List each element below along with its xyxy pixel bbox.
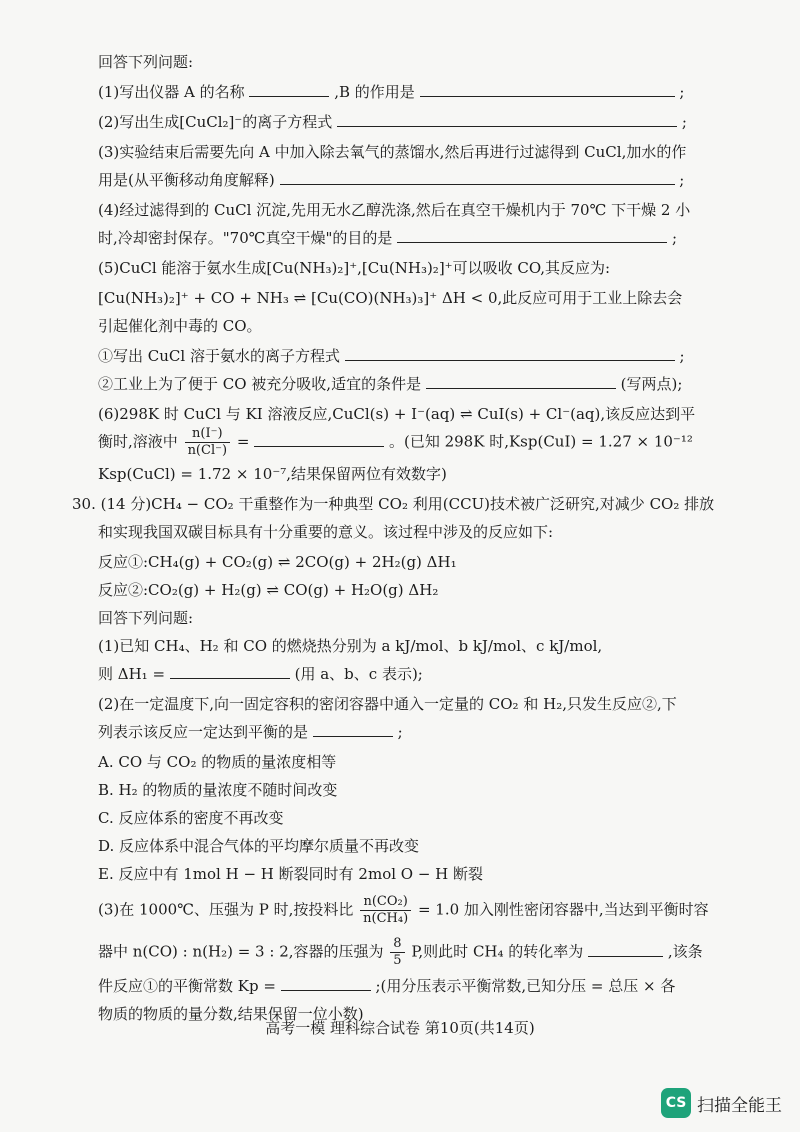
question-29-6-cont: 衡时,溶液中 $\frac{n(I^-)}{n(Cl^-)}$ = 。(已知 298K 时,Ksp(CuI) = 1.27 × 10⁻¹² bbox=[98, 426, 693, 458]
answer-blank bbox=[426, 374, 616, 389]
reaction-equation: [Cu(NH₃)₂]⁺ + CO + NH₃ ⇌ [Cu(CO)(NH₃)₃]⁺ ΔH < 0,此反应可用于工业上除去会 bbox=[98, 289, 683, 307]
question-29-1: (1)写出仪器 A 的名称 ,B 的作用是 ; bbox=[98, 83, 685, 101]
answer-blank bbox=[170, 664, 290, 679]
ksp-note: Ksp(CuCl) = 1.72 × 10⁻⁷,结果保留两位有效数字) bbox=[98, 465, 447, 483]
answer-blank bbox=[313, 722, 393, 737]
option-e: E. 反应中有 1mol H − H 断裂同时有 2mol O − H 断裂 bbox=[98, 865, 484, 883]
question-30-2-cont: 列表示该反应一定达到平衡的是 ; bbox=[98, 723, 403, 741]
question-30-3-cont: 器中 n(CO) : n(H₂) = 3 : 2,容器的压强为 $\frac{8}{5}$ P,则此时 CH₄ 的转化率为 ,该条 bbox=[98, 936, 703, 968]
question-29-3: (3)实验结束后需要先向 A 中加入除去氧气的蒸馏水,然后再进行过滤得到 CuCl,加水的作 bbox=[98, 143, 687, 161]
question-29-4: (4)经过滤得到的 CuCl 沉淀,先用无水乙醇洗涤,然后在真空干燥机内于 70℃ 下干燥 2 小 bbox=[98, 201, 691, 219]
question-29-6: (6)298K 时 CuCl 与 KI 溶液反应,CuCl(s) + I⁻(aq) ⇌ CuI(s) + Cl⁻(aq),该反应达到平 bbox=[98, 405, 696, 423]
feed-ratio-fraction: $\frac{\text{n(CO₂)}}{\text{n(CH₄)}}$ bbox=[360, 894, 411, 927]
answer-blank bbox=[281, 976, 371, 991]
question-29-2: (2)写出生成[CuCl₂]⁻的离子方程式 ; bbox=[98, 113, 687, 131]
page-footer: 高考一模 理科综合试卷 第10页(共14页) bbox=[265, 1019, 535, 1037]
reaction-2: 反应②:CO₂(g) + H₂(g) ⇌ CO(g) + H₂O(g) ΔH₂ bbox=[98, 581, 439, 599]
reaction-1: 反应①:CH₄(g) + CO₂(g) ⇌ 2CO(g) + 2H₂(g) ΔH₁ bbox=[98, 553, 457, 571]
answer-blank bbox=[397, 228, 667, 243]
camscanner-logo-icon: CS bbox=[661, 1088, 691, 1118]
option-c: C. 反应体系的密度不再改变 bbox=[98, 809, 284, 827]
question-30-1-cont: 则 ΔH₁ = (用 a、b、c 表示); bbox=[98, 665, 423, 683]
answer-intro: 回答下列问题: bbox=[98, 53, 194, 71]
reaction-note: 引起催化剂中毒的 CO。 bbox=[98, 317, 262, 335]
scanner-watermark bbox=[661, 1088, 782, 1118]
option-a: A. CO 与 CO₂ 的物质的量浓度相等 bbox=[98, 753, 337, 771]
question-30-intro: 和实现我国双碳目标具有十分重要的意义。该过程中涉及的反应如下: bbox=[98, 523, 554, 541]
answer-blank bbox=[280, 170, 675, 185]
question-30-3-note: 物质的物质的量分数,结果保留一位小数) bbox=[98, 1005, 364, 1023]
answer-blank bbox=[588, 942, 663, 957]
option-b: B. H₂ 的物质的量浓度不随时间改变 bbox=[98, 781, 338, 799]
answer-blank bbox=[345, 346, 675, 361]
answer-blank bbox=[420, 82, 675, 97]
question-30-3-kp: 件反应①的平衡常数 Kp = ;(用分压表示平衡常数,已知分压 = 总压 × 各 bbox=[98, 977, 676, 995]
question-29-5-2: ②工业上为了便于 CO 被充分吸收,适宜的条件是 (写两点); bbox=[98, 375, 683, 393]
question-29-5-1: ①写出 CuCl 溶于氨水的离子方程式 ; bbox=[98, 347, 685, 365]
answer-blank bbox=[337, 112, 677, 127]
answer-intro-30: 回答下列问题: bbox=[98, 609, 194, 627]
answer-blank bbox=[254, 432, 384, 447]
option-d: D. 反应体系中混合气体的平均摩尔质量不再改变 bbox=[98, 837, 420, 855]
question-30-2: (2)在一定温度下,向一固定容积的密闭容器中通入一定量的 CO₂ 和 H₂,只发生反应②,下 bbox=[98, 695, 677, 713]
watermark-text: 扫描全能王 bbox=[697, 1095, 782, 1116]
pressure-fraction: $\frac{8}{5}$ bbox=[390, 936, 404, 969]
question-30-1: (1)已知 CH₄、H₂ 和 CO 的燃烧热分别为 a kJ/mol、b kJ/mol、c kJ/mol, bbox=[98, 637, 603, 655]
ratio-fraction: $\frac{n(I^-)}{n(Cl^-)}$ bbox=[185, 426, 230, 459]
question-29-5: (5)CuCl 能溶于氨水生成[Cu(NH₃)₂]⁺,[Cu(NH₃)₂]⁺可以吸收 CO,其反应为: bbox=[98, 259, 611, 277]
question-29-4-cont: 时,冷却密封保存。"70℃真空干燥"的目的是 ; bbox=[98, 229, 678, 247]
question-30-title: 30. (14 分)CH₄ − CO₂ 干重整作为一种典型 CO₂ 利用(CCU)技术被广泛研究,对减少 CO₂ 排放 bbox=[72, 495, 715, 513]
answer-blank bbox=[249, 82, 329, 97]
question-30-3: (3)在 1000℃、压强为 P 时,按投料比 $\frac{\text{n(CO₂)}}{\text{n(CH₄)}}$ = 1.0 加入刚性密闭容器中,当达到平衡时容 bbox=[98, 894, 709, 926]
question-29-3-cont: 用是(从平衡移动角度解释) ; bbox=[98, 171, 685, 189]
